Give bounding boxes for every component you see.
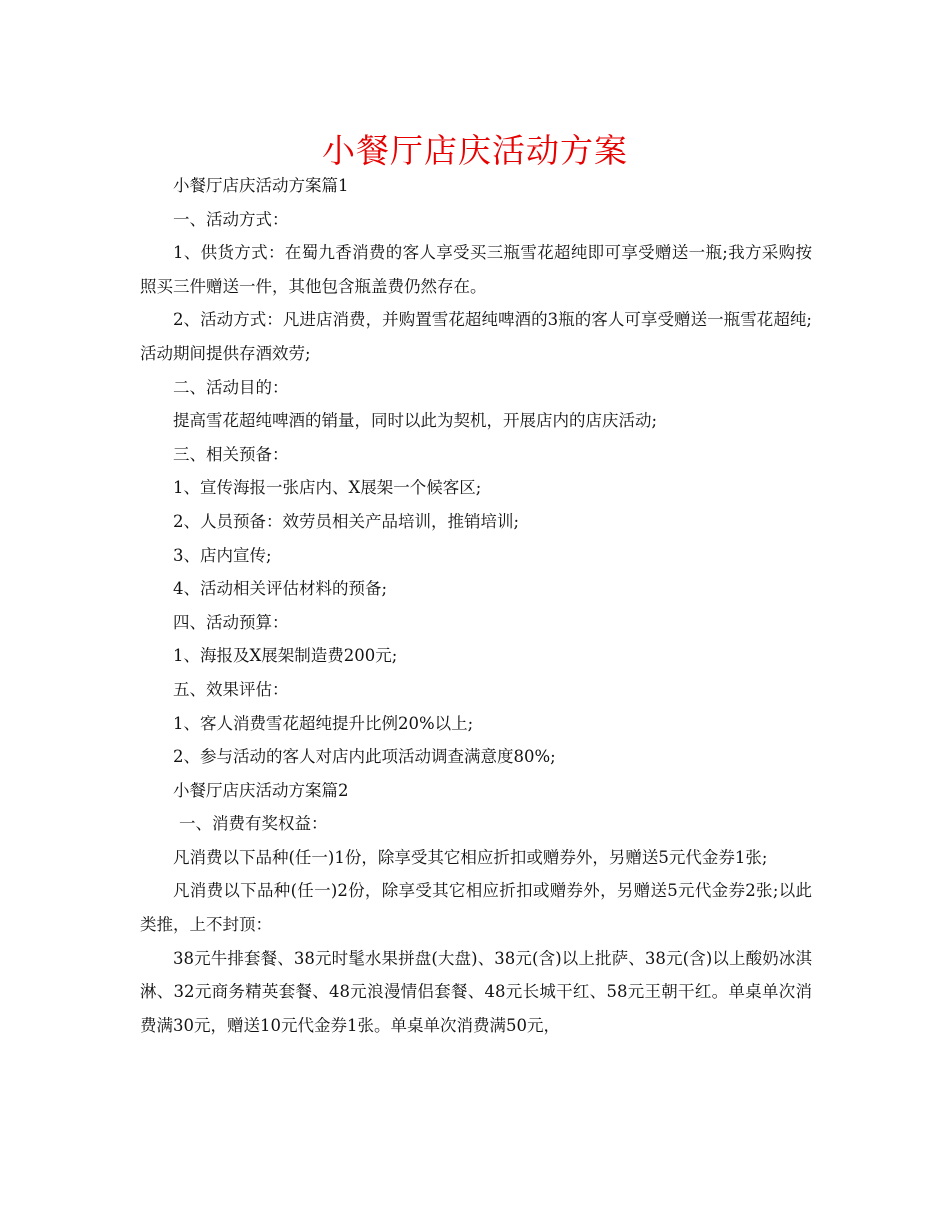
list-item: 1、客人消费雪花超纯提升比例20%以上; — [173, 713, 474, 733]
paragraph-product-list: 38元牛排套餐、38元时髦水果拼盘(大盘)、38元(含)以上批萨、38元(含)以上酸奶冰淇淋、32元商务精英套餐、48元浪漫情侣套餐、48元长城干红、58元王朝干红。单桌单次消费满30元，赠送10元代金券1张。单桌单次消费满50元， — [140, 948, 812, 1035]
paragraph-supply-method: 1、供货方式：在蜀九香消费的客人享受买三瓶雪花超纯即可享受赠送一瓶;我方采购按照买三件赠送一件，其他包含瓶盖费仍然存在。 — [140, 243, 812, 296]
paragraph-activity-goal: 提高雪花超纯啤酒的销量，同时以此为契机，开展店内的店庆活动; — [173, 411, 658, 431]
paragraph-activity-method: 2、活动方式：凡进店消费，并购置雪花超纯啤酒的3瓶的客人可享受赠送一瓶雪花超纯;活动期间提供存酒效劳; — [140, 310, 812, 363]
heading-preparation: 三、相关预备： — [173, 444, 289, 464]
list-item: 4、活动相关评估材料的预备; — [173, 579, 388, 599]
heading-rewards: 一、消费有奖权益： — [179, 814, 328, 834]
list-item: 1、海报及X展架制造费200元; — [173, 646, 398, 666]
list-item: 2、参与活动的客人对店内此项活动调查满意度80%; — [173, 747, 556, 767]
section-heading: 小餐厅店庆活动方案篇1 — [173, 176, 349, 195]
document-title: 小餐厅店庆活动方案 — [322, 131, 628, 170]
paragraph-reward-one: 凡消费以下品种(任一)1份，除享受其它相应折扣或赠券外，另赠送5元代金券1张; — [173, 847, 768, 867]
list-item: 3、店内宣传; — [173, 545, 272, 565]
document-body — [140, 169, 812, 1042]
heading-activity-method: 一、活动方式： — [173, 209, 289, 229]
heading-evaluation: 五、效果评估： — [173, 679, 289, 699]
paragraph-reward-two: 凡消费以下品种(任一)2份，除享受其它相应折扣或赠券外，另赠送5元代金券2张;以此类推，上不封顶： — [140, 881, 812, 935]
section-heading: 小餐厅店庆活动方案篇2 — [173, 780, 349, 800]
heading-activity-goal: 二、活动目的： — [173, 377, 289, 397]
heading-budget: 四、活动预算： — [173, 612, 289, 632]
list-item: 1、宣传海报一张店内、X展架一个候客区; — [173, 478, 482, 498]
list-item: 2、人员预备：效劳员相关产品培训，推销培训; — [173, 511, 520, 531]
